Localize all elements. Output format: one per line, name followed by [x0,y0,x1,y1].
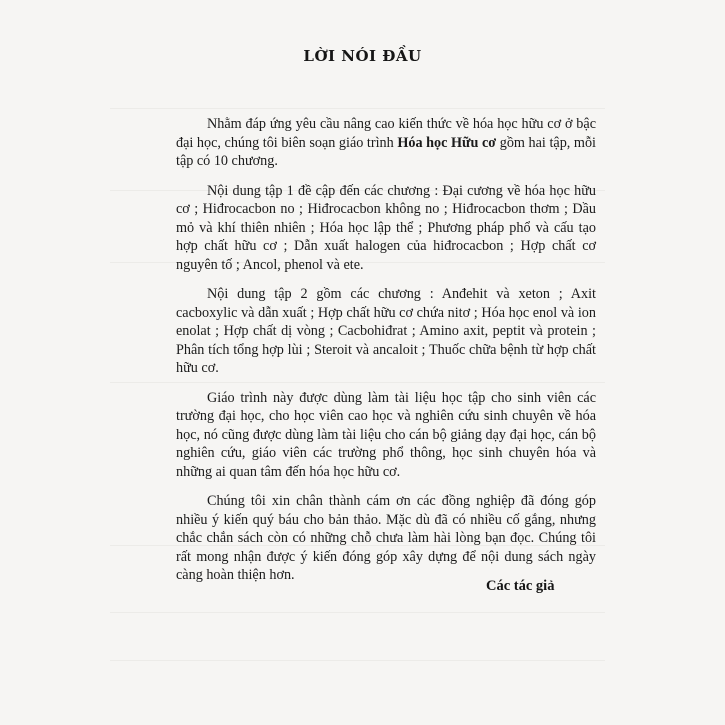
bleed-through-line [110,108,605,109]
bleed-through-line [110,660,605,661]
preface-body [176,115,596,596]
paragraph-1-end: gồm hai tập, mỗi tập có 10 chương. [176,134,596,169]
page-title: LỜI NÓI ĐẦU [303,47,422,65]
paragraph-1-start: Nhằm đáp ứng yêu cầu nâng cao kiến thức về hóa học hữu cơ ở bậc đại học, chúng tôi biên soạn giáo trình [176,116,596,151]
signature: Các tác giả [486,578,555,594]
paragraph-5: Chúng tôi xin chân thành cám ơn các đồng nghiệp đã đóng góp nhiều ý kiến quý báu cho bản thảo. Mặc dù đã có nhiều cố gắng, nhưng chắc chắn sách còn có những chỗ chưa làm hài lòng bạn đọc. Chúng tôi rất mong nhận được ý kiến đóng góp xây dựng để nội dung sách ngày càng hoàn thiện hơn. [176,493,596,583]
book-title: Hóa học Hữu cơ [397,134,497,151]
bleed-through-line [110,612,605,613]
paragraph-1 [176,115,596,171]
paragraph-2: Nội dung tập 1 đề cập đến các chương : Đại cương về hóa học hữu cơ ; Hiđrocacbon no ; Hiđrocacbon không no ; Hiđrocacbon thơm ; Dầu mỏ và khí thiên nhiên ; Hóa học lập thể ; Phương pháp phổ và cấu tạo hợp chất hữu cơ ; Dẫn xuất halogen của hiđrocacbon ; Hợp chất cơ nguyên tố ; Ancol, phenol và ete. [176,182,596,273]
paragraph-3: Nội dung tập 2 gồm các chương : Anđehit và xeton ; Axit cacboxylic và dẫn xuất ; Hợp chất hữu cơ chứa nitơ ; Hóa học enol và ion enolat ; Hợp chất dị vòng ; Cacbohiđrat ; Amino axit, peptit và protein ; Phân tích tổng hợp lùi ; Steroit và ancaloit ; Thuốc chữa bệnh từ hợp chất hữu cơ. [176,286,596,376]
paragraph-4: Giáo trình này được dùng làm tài liệu học tập cho sinh viên các trường đại học, cho học viên cao học và nghiên cứu sinh chuyên về hóa học, nó cũng được dùng làm tài liệu cho cán bộ giảng dạy đại học, cán bộ nghiên cứu, giáo viên các trường phổ thông, học sinh chuyên hóa và những ai quan tâm đến hóa học hữu cơ. [176,389,596,480]
